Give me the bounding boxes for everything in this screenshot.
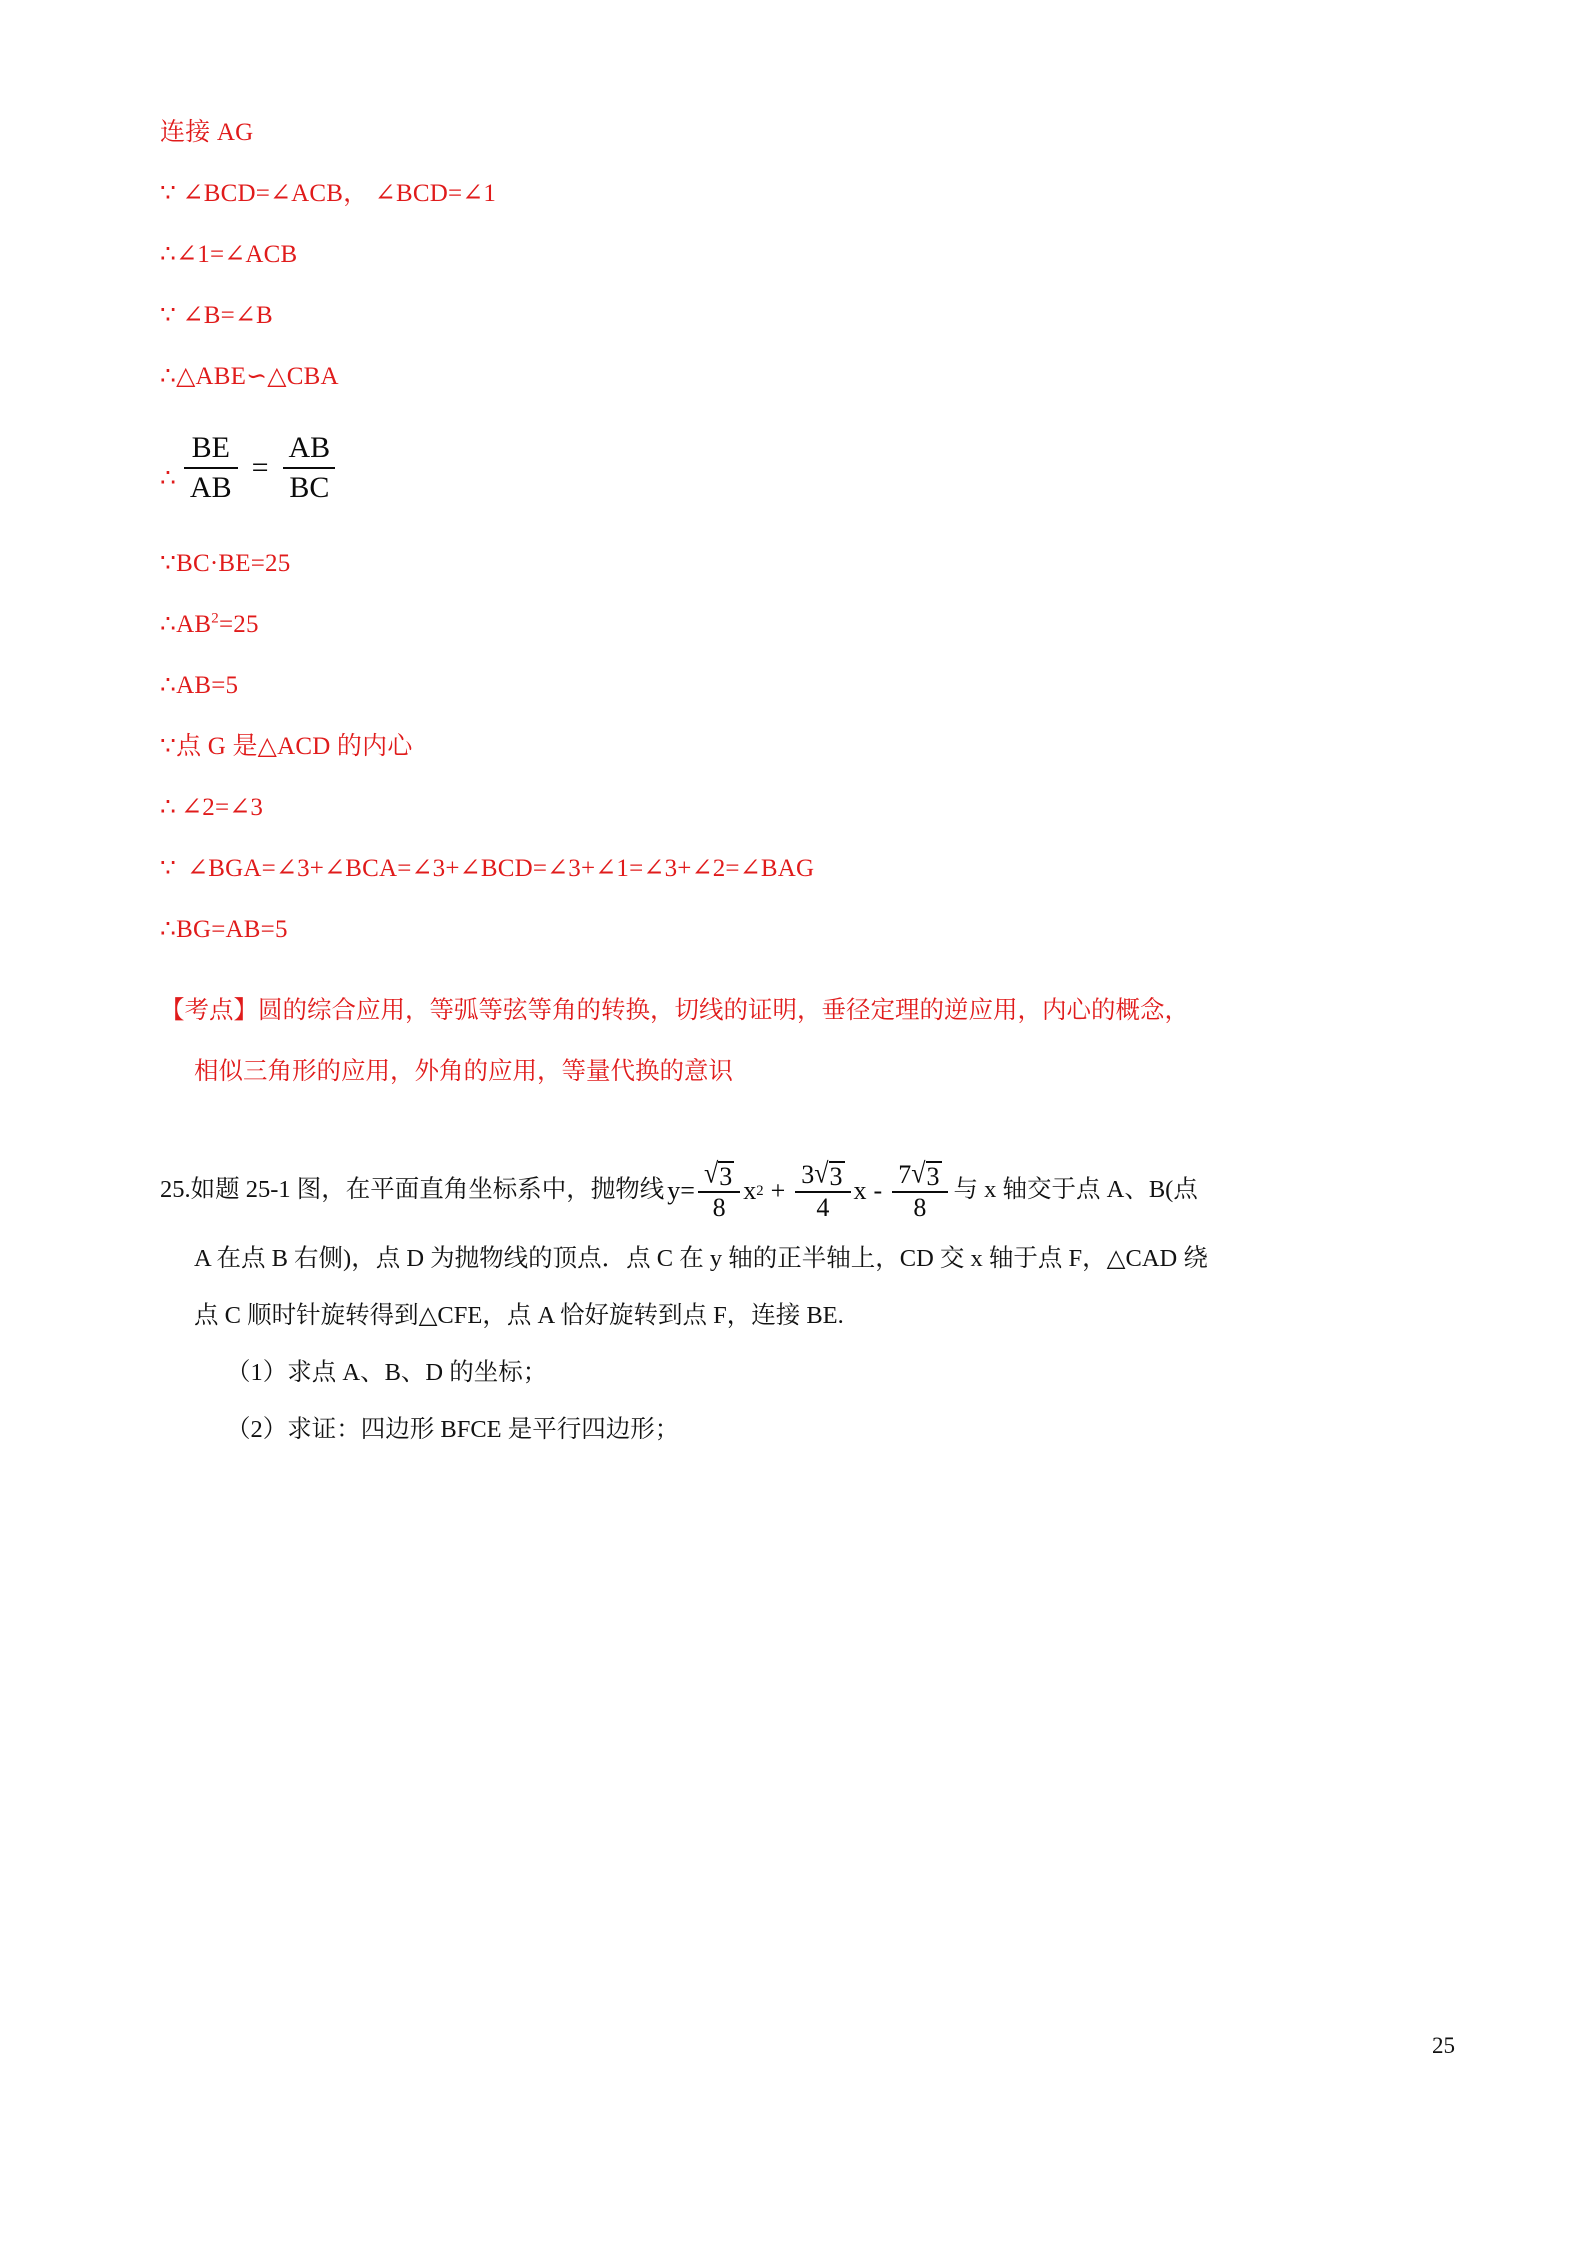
proof-line-ab-5 <box>160 673 1440 698</box>
therefore-symbol: ∴ <box>160 611 177 638</box>
question-25-line-2: A 在点 B 右侧)，点 D 为抛物线的顶点．点 C 在 y 轴的正半轴上，CD 交 x 轴于点 F，△CAD 绕 <box>194 1245 1208 1273</box>
proof-line-similar-abe-cba: ∴△ABE∽△CBA <box>160 363 339 390</box>
formula-term1-denominator: 8 <box>698 1191 740 1221</box>
parabola-formula: y= √ 3 8 x 2 + 3 √ 3 4 x - 7 √ 3 8 <box>667 1161 950 1222</box>
formula-operator-minus: - <box>873 1175 883 1205</box>
question-intro: 如题 25-1 图，在平面直角坐标系中，抛物线 <box>190 1175 665 1203</box>
kaodian-line-1 <box>160 998 1440 1025</box>
equals-sign: = <box>251 451 269 484</box>
formula-term1-numerator <box>698 1157 740 1191</box>
because-symbol: ∵ <box>160 733 177 760</box>
proof-line-angle-bcd-acb: ∵ ∠BCD=∠ACB， ∠BCD=∠1 <box>160 180 497 207</box>
proof-body: BC·BE=25 <box>176 550 291 577</box>
page-number: 25 <box>1432 2033 1455 2058</box>
formula-term3-coefficient: 7 <box>898 1159 912 1189</box>
proof-body: ∠2=∠3 <box>181 794 264 821</box>
formula-term2-numerator <box>795 1157 850 1191</box>
formula-term2-variable: x <box>853 1175 867 1205</box>
question-intro-tail: 与 x 轴交于点 A、B(点 <box>953 1175 1198 1203</box>
question-25-line-3: 点 C 顺时针旋转得到△CFE，点 A 恰好旋转到点 F，连接 BE. <box>194 1302 844 1330</box>
therefore-symbol: ∴ <box>160 916 177 943</box>
sqrt-icon <box>814 1157 844 1191</box>
formula-term2-coefficient: 3 <box>801 1159 815 1189</box>
proof-base: AB <box>176 611 212 638</box>
kaodian-block <box>160 998 1440 1086</box>
proof-line-angle-chain <box>160 856 1440 881</box>
formula-term3-numerator <box>892 1157 947 1191</box>
because-symbol: ∵ <box>160 550 177 577</box>
question-25-sub-2: （2）求证：四边形 BFCE 是平行四边形； <box>226 1416 680 1444</box>
formula-term2-denominator: 4 <box>795 1191 850 1221</box>
proof-line-point-g-incenter <box>160 734 1440 759</box>
proof-body: ∠BGA=∠3+∠BCA=∠3+∠BCD=∠3+∠1=∠3+∠2=∠BAG <box>187 855 815 882</box>
proof-line-bg-ab-5 <box>160 917 1440 942</box>
fraction-statement <box>160 425 1440 511</box>
proof-line-connect-ag: 连接 AG <box>160 119 254 146</box>
formula-term1-fraction <box>698 1157 740 1223</box>
fraction-numerator: AB <box>288 431 331 465</box>
formula-term2-fraction <box>795 1157 850 1223</box>
formula-operator-plus: + <box>770 1175 786 1205</box>
proof-line-angle1-acb: ∴∠1=∠ACB <box>160 241 298 268</box>
formula-term3-denominator: 8 <box>892 1191 947 1221</box>
question-25 <box>160 1157 1440 1444</box>
kaodian-line-2: 相似三角形的应用，外角的应用，等量代换的意识 <box>194 1057 733 1085</box>
proof-body: AB=5 <box>176 672 239 699</box>
proof-line-bc-be-25 <box>160 551 1440 576</box>
therefore-symbol: ∴ <box>160 465 176 492</box>
formula-term3-fraction <box>892 1157 947 1223</box>
kaodian-label: 【考点】 <box>160 997 258 1024</box>
fraction-ab-over-bc <box>283 431 337 504</box>
because-symbol: ∵ <box>160 855 177 882</box>
therefore-symbol: ∴ <box>160 672 177 699</box>
fraction-denominator: AB <box>184 467 238 505</box>
question-25-line-1 <box>160 1157 1440 1223</box>
sqrt-icon <box>911 1157 941 1191</box>
kaodian-text-1: 圆的综合应用，等弧等弦等角的转换，切线的证明，垂径定理的逆应用，内心的概念， <box>258 997 1189 1024</box>
proof-line-angle2-angle3 <box>160 795 1440 820</box>
proof-line-ab-squared <box>160 612 1440 637</box>
sqrt-icon <box>703 1157 734 1191</box>
radicand: 3 <box>719 1161 733 1191</box>
fraction-denominator: BC <box>283 467 335 505</box>
formula-lhs: y= <box>667 1175 695 1205</box>
fraction-numerator: BE <box>191 431 230 465</box>
page-content <box>160 120 1440 1474</box>
proof-body: BG=AB=5 <box>176 916 288 943</box>
question-25-sub-1: （1）求点 A、B、D 的坐标； <box>226 1359 548 1387</box>
proof-line-angle-b-b: ∵ ∠B=∠B <box>160 302 273 329</box>
radicand: 3 <box>926 1161 940 1191</box>
fraction-be-over-ab <box>184 431 238 504</box>
radicand: 3 <box>829 1161 843 1191</box>
radical-sign: √ <box>814 1157 829 1190</box>
radical-sign: √ <box>703 1157 719 1190</box>
proof-tail: =25 <box>218 611 259 638</box>
therefore-symbol: ∴ <box>160 794 177 821</box>
formula-term1-variable: x <box>743 1175 757 1205</box>
proof-body: 点 G 是△ACD 的内心 <box>176 733 413 760</box>
question-number: 25. <box>160 1175 191 1203</box>
exponent: 2 <box>211 610 219 627</box>
radical-sign: √ <box>911 1157 926 1190</box>
